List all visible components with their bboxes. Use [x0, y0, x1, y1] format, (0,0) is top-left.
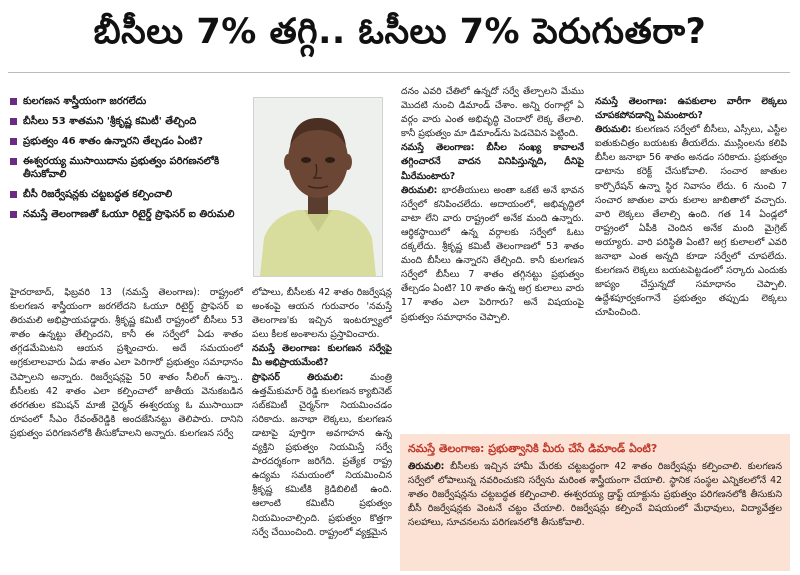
- intro-paragraph: హైదరాబాద్, ఫిబ్రవరి 13 (నమస్తే తెలంగాణ): రాష్ట్రంలో కులగణన శాస్త్రీయంగా జరగలేదని ఓయూ రిటైర్డ్ ప్రొఫెసర్ ఐ తిరుమలి అభిప్రాయపడ్డారు. శ్రీకృష్ణ కమిటీ రాష్ట్రంలో బీసీలు 53 శాతం ఉన్నట్టు తేల్చిందని, కానీ ఈ సర్వేలో ఏడు శాతం తగ్గడమేమిటని ఆయన ప్రశ్నించారు. అదే సమయంలో అగ్రకులాలవారు ఏడు శాతం ఎలా పెరిగారో ప్రభుత్వం సమాధానం చెప్పాలని అన్నారు. రిజర్వేషన్లపై 50 శాతం సీలింగ్ ఉన్నా.. బీసీలకు 42 శాతం ఎలా కల్పించాలో జాతీయ వెనుకబడిన తరగతుల కమిషన్ మాజీ చైర్మన్ ఈశ్వరయ్య ఓ ముసాయిదా రూపంలో సీఎం రేవంత్‌రెడ్డికి అందజేసినట్టు తెలిపారు. దానిని ప్రభుత్వం పరిగణనలోకి తీసుకోవాలని అన్నారు. కులగణన సర్వే: [10, 287, 243, 439]
- highlight-item: కులగణన శాస్త్రీయంగా జరగలేదు: [10, 95, 242, 108]
- answer-3: కులగణన సర్వేలో బీసీలు, ఎస్సీలు, ఎస్టీల ఐతుకుచిత్రం బయటకు తీయలేదు. ముస్లింలను కలిపి బీసీల జనాభా 56 శాతం అనడం సరికాదు. ప్రభుత్వం డాటాను కరెక్ట్ చేసుకోవాలి. సంచార జాతుల కార్పొరేషన్ ఉన్నా స్థిర నివాసం లేదు. 6 నుంచి 7 సంచార జాతుల వారు కులాల జాబితాలో వచ్చారు. వారి లెక్కలు తేలాల్సి ఉంది. గత 14 ఏండ్లలో రాష్ట్రంలో ఏపీకి చెందిన అనేక మంది మైగ్రెట్ అయ్యారు. వారి పరిస్థితి ఏంటి? అగ్ర కులాలలో ఎవరి జనాభా ఎంత అన్నది కూడా సర్వేలో చూపలేదు. కులగణన లెక్కలు బయటపెట్టడంలో సర్కారు ఎందుకు జాప్యం చేస్తున్నదో సమాధానం చెప్పాలి. ఉద్దేశపూర్వకంగానే ప్రభుత్వం తప్పుడు లెక్కలు చూపించింది.: [595, 124, 787, 319]
- headline-rule: [8, 72, 790, 73]
- answer-continuation: దనం ఎవరి చేతిలో ఉన్నదో సర్వే తేల్చాలని మేము మొదటి నుంచి డిమాండ్ చేశాం. అన్ని రంగాల్లో ఏ వర్గం వారు ఎంత అభివృద్ధి చెందారో లెక్క తేలాలి. కానీ ప్రభుత్వం మా డిమాండ్‌ను పెడచెవిన పెట్టింది.: [401, 86, 584, 140]
- headline: బీసీలు 7% తగ్గి.. ఓసీలు 7% పెరుగుతరా?: [93, 12, 707, 52]
- question-1: నమస్తే తెలంగాణ: కులగణన సర్వేపై మీ అభిప్రాయమేంటి?: [252, 343, 392, 369]
- highlight-item: నమస్తే తెలంగాణతో ఓయూ రిటైర్డ్ ప్రొఫెసర్ ఐ తిరుమలి: [10, 208, 242, 221]
- highlight-item: ప్రభుత్వం 46 శాతం ఉన్నారని తేల్చడం ఏంటి?: [10, 135, 242, 148]
- column-1: [10, 286, 243, 571]
- highlight-item: బీసీ రిజర్వేషన్లకు చట్టబద్ధత కల్పించాలి: [10, 188, 242, 201]
- column-2: [252, 286, 392, 571]
- speaker-label: తిరుమలి:: [595, 124, 632, 136]
- answer-1: మంత్రి ఉత్తమ్‌కుమార్ రెడ్డి కులగణన క్యాబినెట్ సబ్‌కమిటీ చైర్మన్‌గా నియమించడం సరికాదు. జనాభా లెక్కలు, కులగణన డాటాపై పూర్తిగా అవగాహన ఉన్న వ్యక్తిని ప్రభుత్వం నియమిస్తే సర్వే పారదర్శకంగా జరిగేది. ప్రత్యేక రాష్ట్ర ఉద్యమ సమయంలో నియమించిన శ్రీకృష్ణ కమిటీకి క్రెడిబిలిటీ ఉంది. ఆలాంటి కమిటీని ప్రభుత్వం నియమించాల్సింది. ప్రభుత్వం కొత్తగా సర్వే చేయించింది. రాష్ట్రంలో వ్యక్తమైన: [252, 371, 392, 538]
- speaker-label: తిరుమలి:: [408, 461, 445, 472]
- answer-4: బీసీలకు ఇచ్చిన హామీ మేరకు చట్టబద్ధంగా 42 శాతం రిజర్వేషన్లు కల్పించాలి. కులగణన సర్వేలో లోపాలున్న నవరించుకని సర్వేను మరింత శాస్త్రీయంగా చేయాలి. స్థానిక సంస్థల ఎన్నికలలోనే 42 శాతం రిజర్వేషన్లను చట్టబద్ధత కల్పించాలి. ఈశ్వరయ్య డ్రాఫ్ట్ యాక్టును ప్రభుత్వం పరిగణనలోకి తీసుకుని బీసీ రిజర్వేషన్లకు వెంటనే చట్టం చేయాలి. రిజర్వేషన్లు కల్పించే విషయంలో మేధావులు, విద్యావేత్తల సలహాలు, సూచనలను పరిగణనలోకి తీసుకోవాలి.: [408, 461, 782, 528]
- highlights-box: [10, 95, 242, 281]
- question-4: నమస్తే తెలంగాణ: ప్రభుత్వానికి మీరు చేసే డిమాండ్ ఏంటి?: [408, 442, 658, 455]
- portrait-illustration: [254, 98, 382, 276]
- speaker-label: ప్రొఫెసర్ తిరుమలి:: [252, 371, 344, 383]
- highlight-item: బీసీలు 53 శాతమని 'శ్రీకృష్ణ కమిటీ' తేల్చింది: [10, 115, 242, 128]
- intro-continuation: లోపాలు, బీసీలకు 42 శాతం రిజర్వేషన్ల అంశంపై ఆయన గురువారం 'నమస్తే తెలంగాణ'కు ఇచ్చిన ఇంటర్వ్యూలో పలు కీలక అంశాలను ప్రస్తావించారు.: [252, 287, 392, 341]
- answer-2: భారతీయులు అంతా ఒకటే అనే భావన సర్వేలో కనిపించలేదు. అదాయంలో, అభివృద్ధిలో వాటా లేని వారు రాష్ట్రంలో అనేక మంది ఉన్నారు. ఆర్థికస్థాయిలో ఉన్న వర్గాలకు సర్వేలో ఓటు దక్కలేదు. శ్రీకృష్ణ కమిటీ తెలంగాణలో 53 శాతం మంది బీసీలు ఉన్నారని తేల్చింది. కానీ కులగణన సర్వేలో బీసీలు 7 శాతం తగ్గినట్టు ప్రభుత్వం తేల్చడం ఏంటి? 10 శాతం ఉన్న అగ్ర కులాలు వారు 17 శాతం ఎలా పెరిగారు? అనే విషయంపై ప్రభుత్వం సమాధానం చెప్పాలి.: [401, 184, 584, 323]
- portrait-photo: [253, 97, 383, 277]
- column-4: [595, 95, 787, 431]
- highlight-qa-box: [400, 434, 790, 571]
- column-3: [401, 85, 584, 431]
- speaker-label: తిరుమలి:: [401, 184, 438, 196]
- question-3: నమస్తే తెలంగాణ: ఉపకులాల వారీగా లెక్కలు చూపకపోవడాన్ని ఏమంటారు?: [595, 96, 787, 122]
- question-2: నమస్తే తెలంగాణ: బీసీల సంఖ్య కావాలనే తగ్గించారనే వాదన వినిపిస్తున్నది, దీనిపై మీరేమంటారు?: [401, 142, 584, 182]
- highlight-item: ఈశ్వరయ్య ముసాయిదాను ప్రభుత్వం పరిగణనలోకి తీసుకోవాలి: [10, 155, 242, 181]
